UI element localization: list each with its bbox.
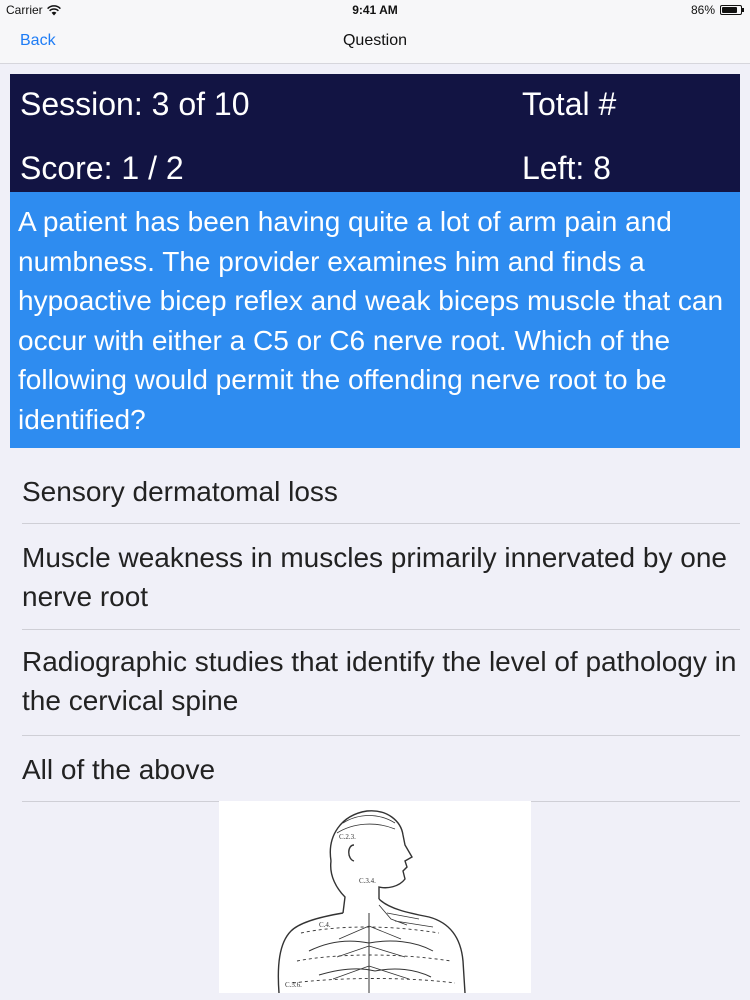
battery-cap [742,8,744,12]
battery-percent: 86% [690,3,715,17]
total-label: Total # [522,86,617,122]
left-label: Left: 8 [522,150,611,186]
status-right [691,3,742,17]
answer-option-3[interactable]: Radiographic studies that identify the level of pathology in the cervical spine [22,630,740,736]
question-text: A patient has been having quite a lot of arm pain and numbness. The provider examines him and finds a hypoactive bicep reflex and weak biceps muscle that can occur with either a C5 or C6 nerve root. Which of the following would permit the offending nerve root to be identified? [10,192,740,448]
status-time: 9:41 AM [352,3,398,17]
label-c23: C.2.3. [339,833,356,841]
label-c34: C.3.4. [359,877,376,885]
battery-level [722,7,737,13]
score-label: Score: 1 / 2 [20,150,184,186]
battery-icon [720,5,742,15]
carrier-label: Carrier [6,3,43,17]
answer-option-1[interactable]: Sensory dermatomal loss [22,458,740,524]
score-panel [10,74,740,192]
session-label: Session: 3 of 10 [20,86,250,122]
answer-option-2[interactable]: Muscle weakness in muscles primarily innervated by one nerve root [22,524,740,630]
navigation-bar [0,20,750,64]
label-c56: C.5.6. [285,981,302,989]
label-c4: C.4. [319,921,331,929]
dermatome-illustration [219,801,531,993]
answer-option-4[interactable]: All of the above [22,736,740,802]
nav-title: Question [342,32,408,49]
back-button[interactable]: Back [20,32,56,49]
status-bar [0,0,750,20]
dermatome-drawing [219,801,531,993]
answer-list [0,458,750,802]
